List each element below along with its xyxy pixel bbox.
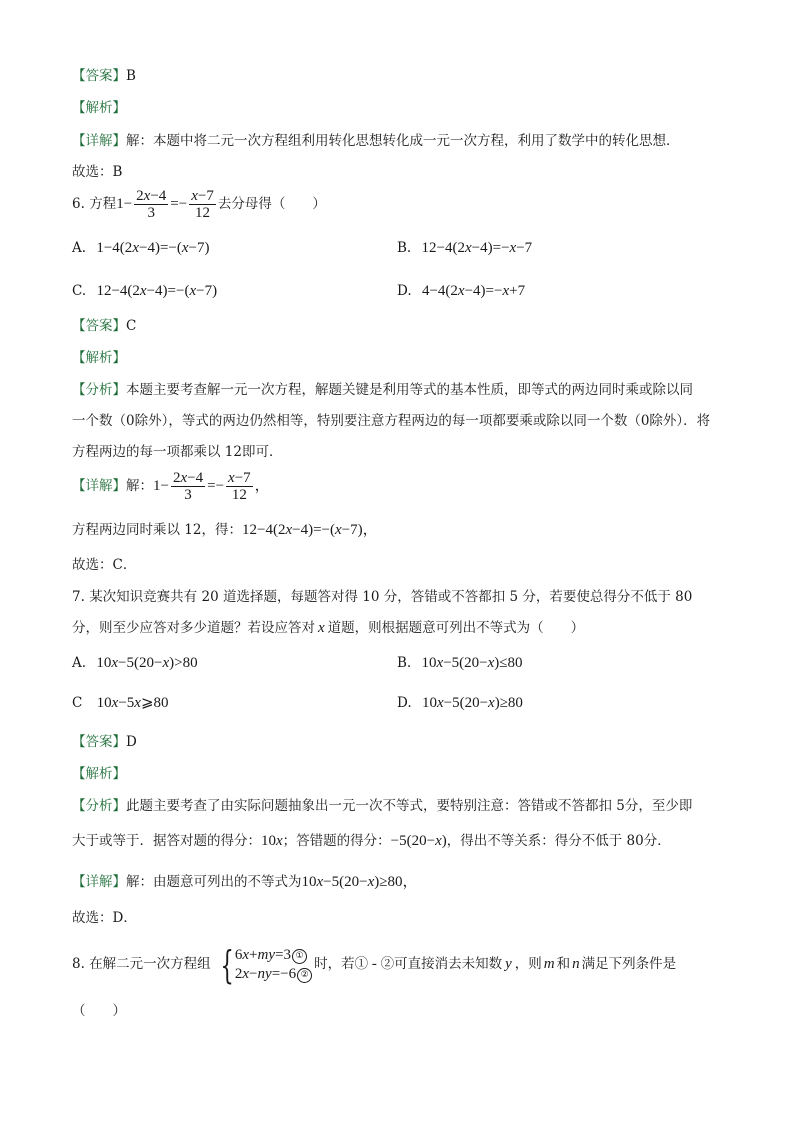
q8-answer-paren: （ ） bbox=[72, 1003, 126, 1019]
system-equation-1: 6x+my=3 ① bbox=[235, 946, 312, 965]
analysis-expression: −5(20−x) bbox=[390, 833, 447, 849]
analysis-tag: 【解析】 bbox=[72, 100, 126, 116]
q5-analysis-tag bbox=[72, 98, 126, 118]
stem-suffix: 去分母得（ ） bbox=[217, 195, 326, 212]
q6-analysis-tag bbox=[72, 348, 126, 368]
analysis-head: 【分析】 bbox=[72, 798, 126, 814]
analysis-text: ；答错题的得分： bbox=[282, 833, 391, 849]
q7-stem-line-1 bbox=[72, 587, 692, 607]
q7-answer-line bbox=[72, 732, 137, 752]
stem-variable-n: n bbox=[572, 956, 580, 972]
detail-tag: 【详解】 bbox=[72, 477, 126, 494]
option-expression: 10x−5(20−x)≤80 bbox=[421, 655, 523, 671]
option-label: C. bbox=[72, 283, 87, 299]
answer-value: D bbox=[126, 734, 137, 750]
stem-variable-m: m bbox=[543, 956, 555, 972]
analysis-text: ，得出不等关系：得分不低于 80分． bbox=[446, 833, 671, 849]
q7-analysis-tag bbox=[72, 764, 126, 784]
option-expression: 10x−5(20−x)>80 bbox=[96, 655, 198, 671]
analysis-text: 大于或等于．据答对题的得分： bbox=[72, 833, 261, 849]
option-label: B. bbox=[397, 240, 412, 256]
stem-equation: 1− $\frac{2x-4}{3}$ =− $\frac{x-7}{12}$ bbox=[116, 188, 214, 221]
q6-stem bbox=[72, 188, 326, 221]
step-equation: 12−4(2x−4)=−(x−7)， bbox=[241, 522, 378, 538]
analysis-text: 此题主要考查了由实际问题抽象出一元一次不等式，要特别注意：答错或不答都扣 5分，至少即 bbox=[126, 798, 693, 814]
stem-text: 道题，则根据题意可列出不等式为（ ） bbox=[327, 620, 585, 636]
q7-option-a bbox=[72, 653, 198, 673]
q5-choice: 故选：B bbox=[72, 164, 123, 180]
q7-stem-line-2 bbox=[72, 618, 584, 638]
q6-detail-line bbox=[72, 470, 270, 503]
question-number: 6. bbox=[72, 195, 85, 212]
stem-text: ，则 bbox=[514, 956, 542, 972]
detail-tag: 【详解】 bbox=[72, 133, 126, 149]
option-label: B. bbox=[397, 655, 412, 671]
q7-option-d bbox=[397, 693, 523, 713]
step-text: 方程两边同时乘以 12，得： bbox=[72, 522, 242, 538]
q5-detail-line bbox=[72, 131, 680, 151]
option-expression: 12−4(2x−4)=−x−7 bbox=[421, 240, 533, 256]
detail-text: 解：由题意可列出的不等式为 bbox=[126, 874, 302, 890]
answer-tag: 【答案】 bbox=[72, 734, 126, 750]
stem-text: 分，则至少应答对多少道题？若设应答对 bbox=[72, 620, 315, 636]
stem-text: 某次知识竞赛共有 20 道选择题，每题答对得 10 分，答错或不答都扣 5 分，若要使总得分不低于 80 bbox=[89, 589, 693, 605]
eq2-marker: ② bbox=[297, 968, 312, 983]
stem-text: 满足下列条件是 bbox=[581, 956, 677, 972]
option-label: D. bbox=[397, 695, 412, 711]
option-expression: 10x−5(20−x)≥80 bbox=[421, 695, 523, 711]
eq1-marker: ① bbox=[292, 949, 307, 964]
option-label: D. bbox=[397, 283, 412, 299]
stem-text: 时，若① bbox=[314, 956, 369, 972]
q7-option-c bbox=[72, 693, 169, 713]
option-label: A. bbox=[72, 240, 87, 256]
option-label: A. bbox=[72, 655, 87, 671]
q7-detail-line bbox=[72, 872, 418, 892]
question-number: 8. bbox=[72, 956, 85, 972]
analysis-tag: 【解析】 bbox=[72, 766, 126, 782]
detail-prefix: 解： bbox=[126, 477, 153, 494]
q7-option-b bbox=[397, 653, 523, 673]
q6-analysis-line-2: 一个数（0除外），等式的两边仍然相等，特别要注意方程两边的每一项都要乘或除以同一个数（0除外）．将 bbox=[72, 413, 711, 429]
q6-option-b bbox=[397, 238, 532, 258]
stem-variable-y: y bbox=[505, 956, 512, 972]
detail-expression: 10x−5(20−x)≥80， bbox=[301, 874, 418, 890]
q8-stem: 8. 在解二元一次方程组 { 6x+my=3 ① 2x−ny=−6 ② 时，若① - ②可直接消去未知数 y ，则 m 和 n 满足下列条件是 bbox=[72, 943, 677, 987]
option-expression: 12−4(2x−4)=−(x−7) bbox=[96, 283, 218, 299]
q6-step-line bbox=[72, 520, 378, 540]
q6-answer-line bbox=[72, 316, 136, 336]
q6-option-c bbox=[72, 281, 217, 301]
analysis-tag: 【解析】 bbox=[72, 350, 126, 366]
equation-system: { 6x+my=3 ① 2x−ny=−6 ② bbox=[215, 945, 312, 985]
q6-option-d bbox=[397, 281, 525, 301]
analysis-expression: 10x bbox=[261, 833, 283, 849]
stem-prefix: 方程 bbox=[89, 195, 117, 212]
stem-text: 在解二元一次方程组 bbox=[89, 956, 211, 972]
q6-choice: 故选：C． bbox=[72, 557, 137, 573]
q7-choice: 故选：D． bbox=[72, 910, 137, 926]
answer-tag: 【答案】 bbox=[72, 68, 126, 84]
option-label: C bbox=[72, 695, 83, 711]
q6-analysis-line-1 bbox=[72, 380, 693, 400]
option-expression: 4−4(2x−4)=−x+7 bbox=[421, 283, 526, 299]
stem-variable: x bbox=[318, 620, 325, 636]
detail-text: 解：本题中将二元一次方程组利用转化思想转化成一元一次方程，利用了数学中的转化思想． bbox=[126, 133, 680, 149]
analysis-text: 本题主要考查解一元一次方程，解题关键是利用等式的基本性质，即等式的两边同时乘或除以同 bbox=[126, 382, 693, 398]
stem-text: ②可直接消去未知数 bbox=[380, 956, 503, 972]
stem-text: 和 bbox=[556, 956, 571, 972]
option-expression: 1−4(2x−4)=−(x−7) bbox=[96, 240, 210, 256]
q6-option-a bbox=[72, 238, 210, 258]
q6-analysis-line-3: 方程两边的每一项都乘以 12即可． bbox=[72, 444, 283, 460]
q7-analysis-line-1 bbox=[72, 796, 692, 816]
detail-equation: 1− $\frac{2x-4}{3}$ =− $\frac{x-7}{12}$ ， bbox=[153, 470, 270, 503]
system-equation-2: 2x−ny=−6 ② bbox=[235, 965, 312, 984]
answer-value: C bbox=[126, 318, 137, 334]
answer-value: B bbox=[126, 68, 136, 84]
q5-answer-line bbox=[72, 66, 136, 86]
question-number: 7. bbox=[72, 589, 85, 605]
detail-tag: 【详解】 bbox=[72, 874, 126, 890]
analysis-head: 【分析】 bbox=[72, 382, 126, 398]
q7-analysis-line-2 bbox=[72, 831, 671, 851]
answer-tag: 【答案】 bbox=[72, 318, 126, 334]
option-expression: 10x−5x⩾80 bbox=[96, 695, 169, 711]
